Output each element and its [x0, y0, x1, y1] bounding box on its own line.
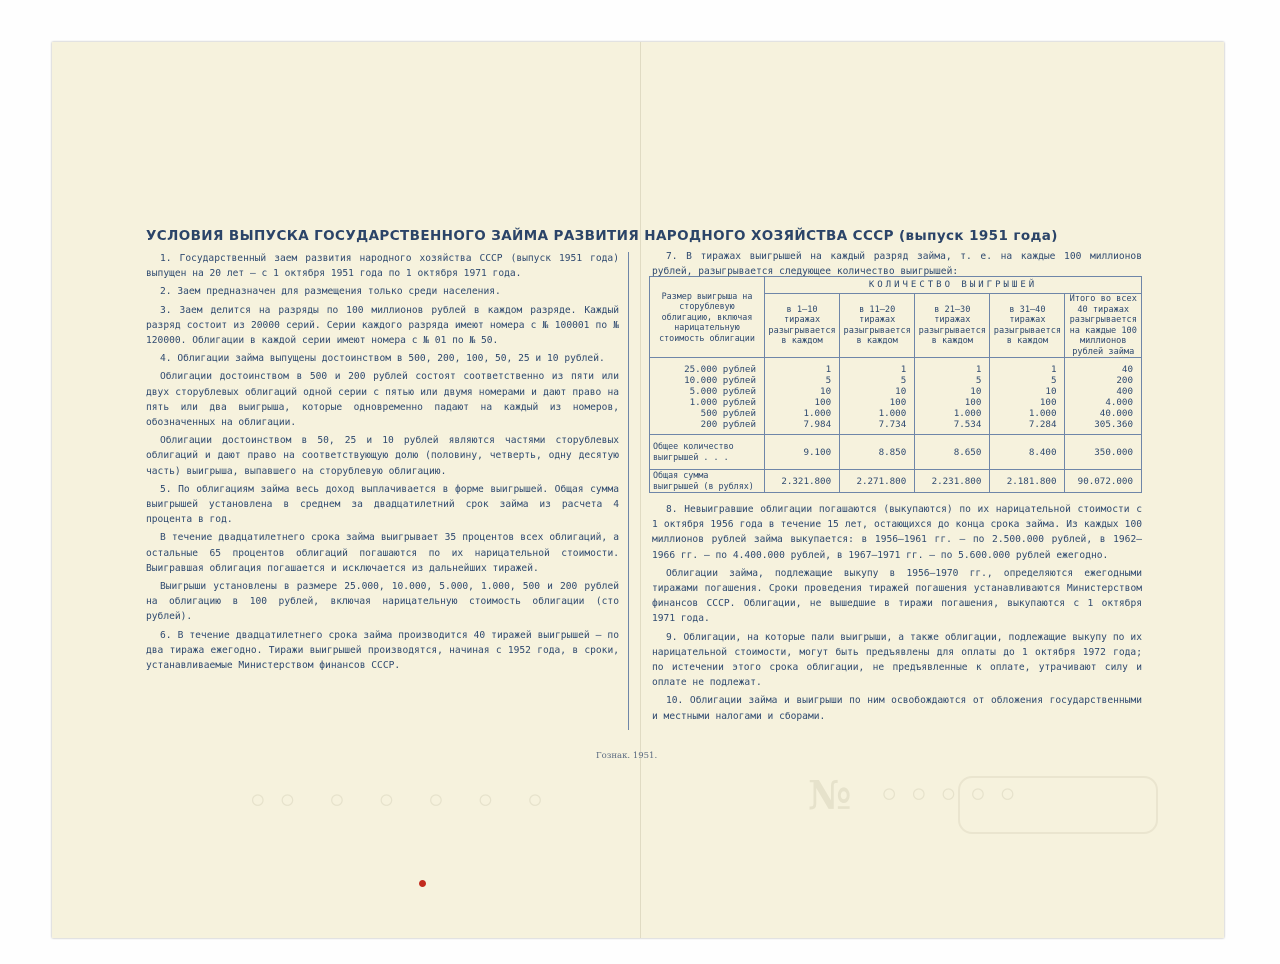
table-row	[650, 375, 1142, 386]
size-header: Размер выигрыша на сторублевую облигацию, включая нарицательную стоимость облигации	[650, 277, 765, 358]
ink-mark	[419, 880, 426, 887]
printer-imprint: Гознак. 1951.	[596, 751, 658, 761]
row-label: 1.000 рублей	[650, 397, 765, 408]
table-cell: 7.284	[990, 419, 1065, 435]
table-cell: 1	[915, 358, 990, 376]
table-cell: 40	[1065, 358, 1142, 376]
table-cell: 100	[915, 397, 990, 408]
table-row	[650, 358, 1142, 376]
table-row	[650, 386, 1142, 397]
table-cell: 1.000	[765, 408, 840, 419]
row-label: 10.000 рублей	[650, 375, 765, 386]
table-cell: 10	[840, 386, 915, 397]
bleed-through-mark: ◦◦ ◦ ◦ ◦ ◦ ◦	[246, 778, 553, 825]
document-title: УСЛОВИЯ ВЫПУСКА ГОСУДАРСТВЕННОГО ЗАЙМА РАЗВИТИЯ НАРОДНОГО ХОЗЯЙСТВА СССР (выпуск 1951 года)	[146, 228, 1058, 244]
column-header: в 11—20 тиражах разыгрывается в каждом	[840, 294, 915, 358]
bleed-through-frame	[958, 776, 1158, 834]
table-cell: 1.000	[840, 408, 915, 419]
table-cell: 1.000	[990, 408, 1065, 419]
clause-5-para-2: В течение двадцатилетнего срока займа выигрывает 35 процентов всех облигаций, а остальные 65 процентов облигаций погашаются по их нарицательной стоимости. Выигравшая облигация погашается и исключается из дальнейших тиражей.	[146, 532, 619, 574]
table-cell: 5	[990, 375, 1065, 386]
table-cell: 4.000	[1065, 397, 1142, 408]
table-row	[650, 397, 1142, 408]
clause-1: 1. Государственный заем развития народного хозяйства СССР (выпуск 1951 года) выпущен на 20 лет — с 1 октября 1951 года по 1 октября 1971 года.	[146, 253, 619, 280]
column-header: в 21—30 тиражах разыгрывается в каждом	[915, 294, 990, 358]
bleed-through-serial: № ◦◦◦◦◦	[808, 772, 1026, 819]
clause-4-para-2: Облигации достоинством в 500 и 200 рублей состоят соответственно из пяти или двух сторублевых облигаций одной серии с пятью или двумя номерами и дают право на пять или два выигрыша, которые одновременно падают на каждый из номеров, обозначенных на облигации.	[146, 371, 619, 429]
table-cell: 7.534	[915, 419, 990, 435]
clause-3: 3. Заем делится на разряды по 100 миллионов рублей в каждом разряде. Каждый разряд состоит из 20000 серий. Серии каждого разряда имеют номера с № 100001 по № 120000. Облигации в каждой серии имеют номера с № 01 по № 50.	[146, 304, 619, 347]
row-label: 200 рублей	[650, 419, 765, 435]
row-label: 500 рублей	[650, 408, 765, 419]
fold-line	[640, 42, 641, 938]
group-header: КОЛИЧЕСТВО ВЫИГРЫШЕЙ	[765, 277, 1142, 294]
table-row	[650, 419, 1142, 435]
table-cell: 10	[765, 386, 840, 397]
table-cell: 2.181.800	[990, 470, 1065, 493]
total-count-row	[650, 435, 1142, 470]
table-cell: 8.650	[915, 435, 990, 470]
table-cell: 305.360	[1065, 419, 1142, 435]
clause-8-para-2: Облигации займа, подлежащие выкупу в 1956—1970 гг., определяются ежегодными тиражами погашения. Сроки проведения тиражей погашения устанавливаются Министерством финансов СССР. Облигации, не вышедшие в тиражи погашения, выкупаются с 1 октября 1971 года.	[652, 567, 1142, 625]
column-header: Итого во всех 40 тиражах разыгрывается на каждые 100 миллионов рублей займа	[1065, 294, 1142, 358]
table-cell: 1	[765, 358, 840, 376]
table-cell: 5	[840, 375, 915, 386]
clause-6: 6. В течение двадцатилетнего срока займа производится 40 тиражей выигрышей — по два тиража ежегодно. Тиражи выигрышей производятся, начиная с 1952 года, в сроки, устанавливаемые Министерством финансов СССР.	[146, 629, 619, 672]
table-cell: 7.984	[765, 419, 840, 435]
table-cell: 5	[765, 375, 840, 386]
table-cell: 40.000	[1065, 408, 1142, 419]
table-cell: 100	[840, 397, 915, 408]
total-sum-row	[650, 470, 1142, 493]
clause-7: 7. В тиражах выигрышей на каждый разряд займа, т. е. на каждые 100 миллионов рублей, разыгрывается следующее количество выигрышей:	[652, 251, 1142, 278]
clause-10: 10. Облигации займа и выигрыши по ним освобождаются от обложения государственными и местными налогами и сборами.	[652, 695, 1142, 722]
row-label: 25.000 рублей	[650, 358, 765, 376]
table-cell: 100	[990, 397, 1065, 408]
row-label: Общая сумма выигрышей (в рублях)	[650, 470, 765, 493]
clause-2: 2. Заем предназначен для размещения только среди населения.	[160, 286, 501, 298]
clause-9: 9. Облигации, на которые пали выигрыши, а также облигации, подлежащие выкупу по их нарицательной стоимости, могут быть предъявлены для оплаты до 1 октября 1972 года; по истечении этого срока облигации, не предъявленные к оплате, утрачивают силу и оплате не подлежат.	[652, 631, 1142, 689]
table-cell: 1	[840, 358, 915, 376]
row-label: Общее количество выигрышей . . .	[650, 435, 765, 470]
table-cell: 200	[1065, 375, 1142, 386]
table-cell: 2.271.800	[840, 470, 915, 493]
table-row	[650, 408, 1142, 419]
table-cell: 8.400	[990, 435, 1065, 470]
table-cell: 90.072.000	[1065, 470, 1142, 493]
column-divider	[628, 252, 629, 730]
table-cell: 400	[1065, 386, 1142, 397]
column-header: в 31—40 тиражах разыгрывается в каждом	[990, 294, 1065, 358]
clause-4: 4. Облигации займа выпущены достоинством в 500, 200, 100, 50, 25 и 10 рублей.	[160, 353, 605, 365]
table-cell: 7.734	[840, 419, 915, 435]
clause-4-para-3: Облигации достоинством в 50, 25 и 10 рублей являются частями сторублевых облигаций и дают право на соответствующую долю (половину, четверть, одну десятую часть) выигрыша, выпавшего на сторублевую облигацию.	[146, 435, 619, 477]
winnings-table	[649, 276, 1142, 493]
table-cell: 10	[990, 386, 1065, 397]
table-cell: 1.000	[915, 408, 990, 419]
clause-5-para-3: Выигрыши установлены в размере 25.000, 10.000, 5.000, 1.000, 500 и 200 рублей на облигацию в 100 рублей, включая нарицательную стоимость облигации (сто рублей).	[146, 581, 619, 623]
table-cell: 10	[915, 386, 990, 397]
table-cell: 5	[915, 375, 990, 386]
left-column	[146, 251, 619, 676]
column-header: в 1—10 тиражах разыгрывается в каждом	[765, 294, 840, 358]
right-column-clauses	[652, 502, 1142, 727]
table-cell: 8.850	[840, 435, 915, 470]
table-cell: 100	[765, 397, 840, 408]
clause-5: 5. По облигациям займа весь доход выплачивается в форме выигрышей. Общая сумма выигрышей установлена в среднем за двадцатилетний срок займа из расчета 4 процента в год.	[146, 483, 619, 526]
table-cell: 2.321.800	[765, 470, 840, 493]
table-cell: 1	[990, 358, 1065, 376]
clause-8: 8. Невыигравшие облигации погашаются (выкупаются) по их нарицательной стоимости с 1 октября 1956 года в течение 15 лет, остающихся до конца срока займа. Из каждых 100 миллионов рублей займа выкупается: в 1956—1961 гг. — по 2.500.000 рублей, в 1962—1966 гг. — по 4.400.000 рублей, в 1967—1971 гг. — по 5.600.000 рублей ежегодно.	[652, 504, 1142, 561]
table-cell: 2.231.800	[915, 470, 990, 493]
table-cell: 9.100	[765, 435, 840, 470]
table-cell: 350.000	[1065, 435, 1142, 470]
row-label: 5.000 рублей	[650, 386, 765, 397]
